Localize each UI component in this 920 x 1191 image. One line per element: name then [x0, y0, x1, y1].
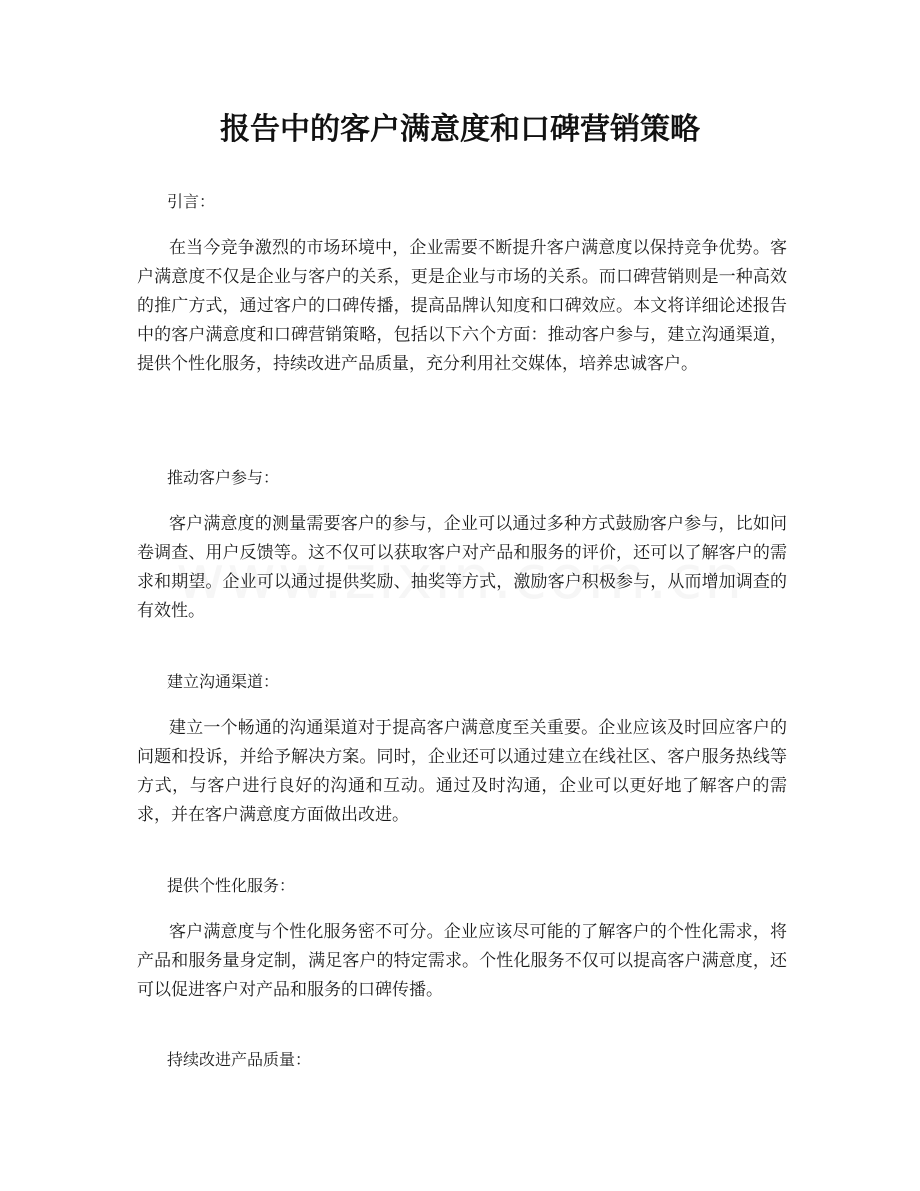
document-title: 报告中的客户满意度和口碑营销策略: [220, 112, 700, 147]
section-body-customer-participation: 客户满意度的测量需要客户的参与，企业可以通过多种方式鼓励客户参与，比如问卷调查、用户反馈等。这不仅可以获取客户对产品和服务的评价，还可以了解客户的需求和期望。企业可以通过提供奖励、抽奖等方式，激励客户积极参与，从而增加调查的有效性。: [137, 514, 787, 621]
section-heading-customer-participation: 推动客户参与：: [167, 468, 280, 487]
section-body-personalized-service: 客户满意度与个性化服务密不可分。企业应该尽可能的了解客户的个性化需求，将产品和服务量身定制，满足客户的特定需求。个性化服务不仅可以提高客户满意度，还可以促进客户对产品和服务的口碑传播。: [137, 922, 787, 1000]
section-body-intro: 在当今竞争激烈的市场环境中，企业需要不断提升客户满意度以保持竞争优势。客户满意度不仅是企业与客户的关系，更是企业与市场的关系。而口碑营销则是一种高效的推广方式，通过客户的口碑传播，提高品牌认知度和口碑效应。本文将详细论述报告中的客户满意度和口碑营销策略，包括以下六个方面：推动客户参与，建立沟通渠道，提供个性化服务，持续改进产品质量，充分利用社交媒体，培养忠诚客户。: [137, 238, 787, 374]
section-heading-product-quality: 持续改进产品质量：: [167, 1050, 312, 1069]
section-heading-personalized-service: 提供个性化服务：: [167, 876, 296, 895]
section-body-communication-channels: 建立一个畅通的沟通渠道对于提高客户满意度至关重要。企业应该及时回应客户的问题和投诉，并给予解决方案。同时，企业还可以通过建立在线社区、客户服务热线等方式，与客户进行良好的沟通和互动。通过及时沟通，企业可以更好地了解客户的需求，并在客户满意度方面做出改进。: [137, 718, 787, 825]
section-heading-communication-channels: 建立沟通渠道：: [167, 672, 280, 691]
section-heading-intro: 引言：: [167, 192, 216, 211]
